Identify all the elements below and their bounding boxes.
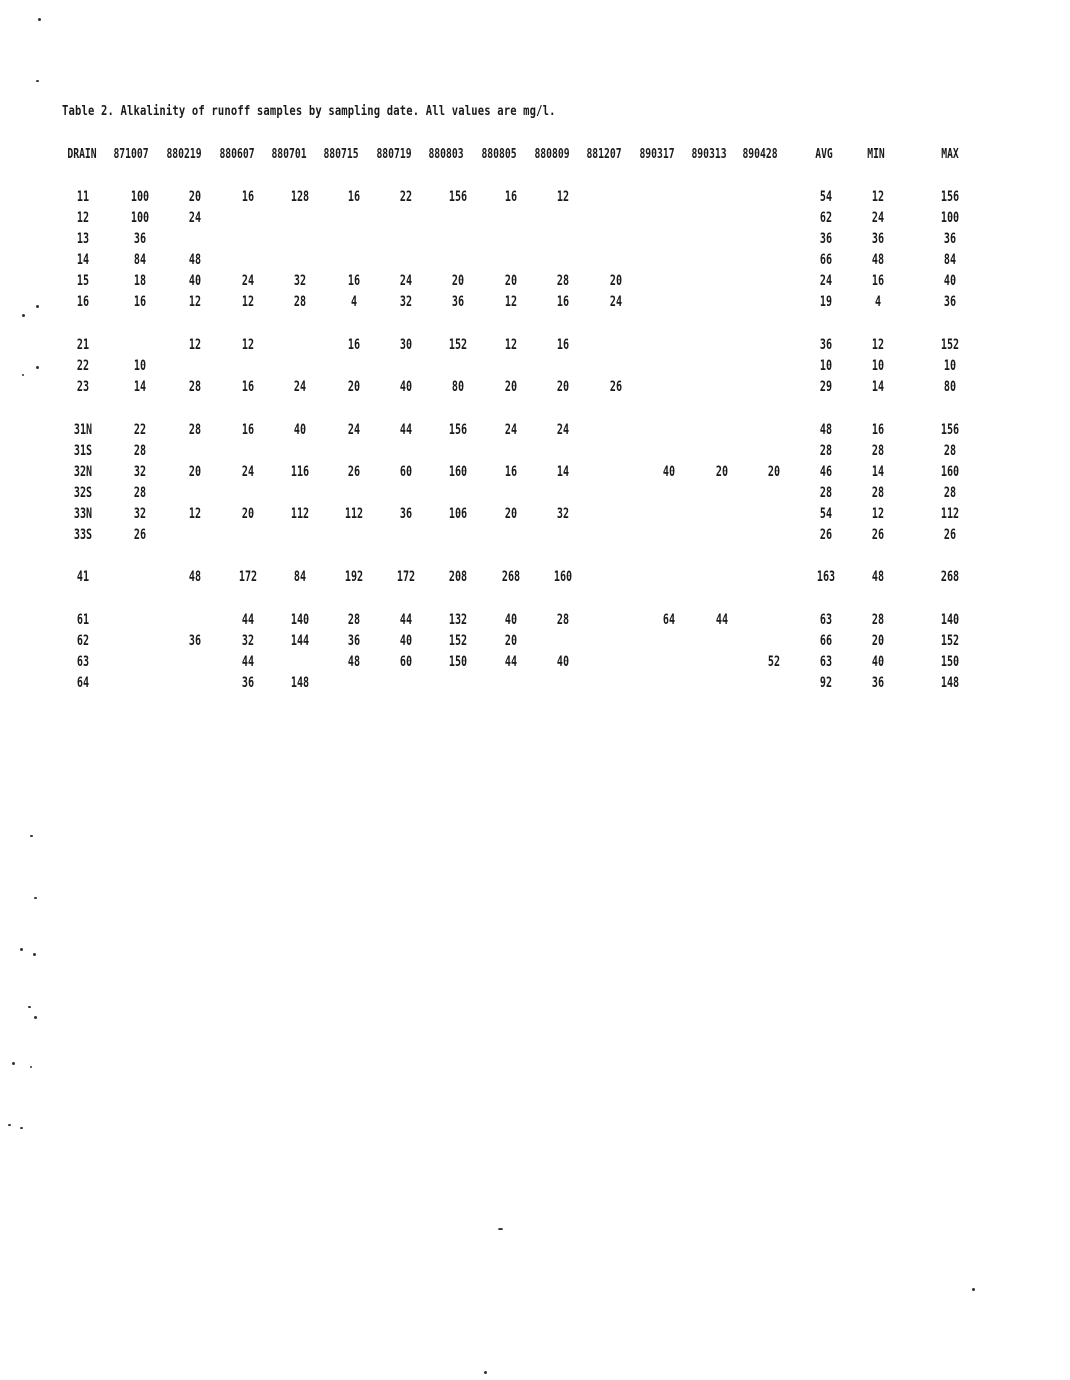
table-cell: 26: [871, 527, 885, 543]
scan-speck: [36, 80, 39, 82]
drain-id-cell: 64: [76, 675, 90, 691]
table-cell: 28: [819, 485, 833, 501]
scan-speck: [20, 948, 23, 951]
table-cell: 24: [399, 273, 413, 289]
table-cell: 16: [347, 337, 361, 353]
drain-id-cell: 62: [76, 633, 90, 649]
table-cell: 36: [819, 337, 833, 353]
table-cell: 20: [504, 273, 518, 289]
table-cell: 44: [241, 612, 255, 628]
table-cell: 160: [448, 464, 468, 480]
table-cell: 48: [819, 422, 833, 438]
table-cell: 36: [871, 231, 885, 247]
scan-speck: [12, 1062, 15, 1065]
table-cell: 20: [188, 189, 202, 205]
column-header-880219: 880219: [166, 146, 202, 162]
table-cell: 36: [133, 231, 147, 247]
table-cell: 40: [399, 633, 413, 649]
table-cell: 16: [871, 422, 885, 438]
column-header-890313: 890313: [691, 146, 727, 162]
table-cell: 36: [451, 294, 465, 310]
drain-id-cell: 11: [76, 189, 90, 205]
column-header-880809: 880809: [534, 146, 570, 162]
table-cell: 60: [399, 464, 413, 480]
table-cell: 12: [871, 506, 885, 522]
table-cell: 20: [504, 379, 518, 395]
table-cell: 160: [553, 569, 573, 585]
table-cell: 52: [767, 654, 781, 670]
drain-id-cell: 12: [76, 210, 90, 226]
table-cell: 66: [819, 252, 833, 268]
table-cell: 16: [504, 464, 518, 480]
table-cell: 4: [874, 294, 882, 310]
column-header-871007: 871007: [113, 146, 149, 162]
table-cell: 16: [504, 189, 518, 205]
drain-id-cell: 32N: [73, 464, 93, 480]
table-cell: 54: [819, 189, 833, 205]
scan-speck: [30, 1066, 32, 1068]
table-cell: 16: [347, 273, 361, 289]
table-cell: 19: [819, 294, 833, 310]
scan-speck: [33, 953, 36, 956]
column-header-890317: 890317: [639, 146, 675, 162]
table-cell: 63: [819, 612, 833, 628]
column-header-max: MAX: [941, 146, 959, 162]
drain-id-cell: 63: [76, 654, 90, 670]
table-cell: 20: [504, 633, 518, 649]
table-cell: 140: [940, 612, 960, 628]
table-cell: 44: [399, 422, 413, 438]
table-cell: 32: [556, 506, 570, 522]
table-cell: 28: [819, 443, 833, 459]
table-cell: 16: [556, 337, 570, 353]
table-cell: 20: [715, 464, 729, 480]
table-cell: 144: [290, 633, 310, 649]
table-cell: 12: [556, 189, 570, 205]
table-cell: 36: [347, 633, 361, 649]
table-cell: 16: [241, 189, 255, 205]
table-cell: 28: [943, 443, 957, 459]
table-cell: 16: [133, 294, 147, 310]
scan-speck: [34, 1016, 37, 1019]
table-cell: 132: [448, 612, 468, 628]
table-cell: 150: [448, 654, 468, 670]
table-cell: 28: [188, 422, 202, 438]
table-cell: 24: [609, 294, 623, 310]
table-cell: 48: [188, 252, 202, 268]
table-cell: 20: [609, 273, 623, 289]
table-cell: 10: [871, 358, 885, 374]
table-cell: 148: [940, 675, 960, 691]
column-header-881207: 881207: [586, 146, 622, 162]
table-cell: 152: [940, 337, 960, 353]
table-cell: 152: [448, 633, 468, 649]
table-cell: 156: [940, 422, 960, 438]
table-cell: 60: [399, 654, 413, 670]
table-cell: 20: [767, 464, 781, 480]
scan-speck: [28, 1006, 31, 1008]
table-cell: 28: [556, 273, 570, 289]
table-cell: 16: [556, 294, 570, 310]
table-cell: 116: [290, 464, 310, 480]
table-cell: 16: [241, 379, 255, 395]
table-cell: 20: [241, 506, 255, 522]
table-cell: 156: [940, 189, 960, 205]
table-cell: 22: [399, 189, 413, 205]
table-cell: 28: [133, 443, 147, 459]
table-cell: 32: [399, 294, 413, 310]
table-cell: 10: [819, 358, 833, 374]
table-cell: 40: [504, 612, 518, 628]
table-cell: 100: [130, 210, 150, 226]
scan-speck: [34, 897, 37, 899]
table-cell: 12: [504, 294, 518, 310]
table-cell: 48: [347, 654, 361, 670]
column-header-880803: 880803: [428, 146, 464, 162]
table-cell: 26: [943, 527, 957, 543]
table-cell: 160: [940, 464, 960, 480]
table-cell: 12: [871, 337, 885, 353]
table-cell: 40: [556, 654, 570, 670]
table-cell: 66: [819, 633, 833, 649]
table-cell: 28: [133, 485, 147, 501]
table-cell: 36: [241, 675, 255, 691]
table-cell: 10: [943, 358, 957, 374]
table-cell: 156: [448, 189, 468, 205]
table-cell: 14: [871, 464, 885, 480]
table-cell: 112: [940, 506, 960, 522]
table-cell: 80: [451, 379, 465, 395]
table-cell: 28: [293, 294, 307, 310]
scan-speck: [484, 1371, 487, 1374]
table-cell: 20: [188, 464, 202, 480]
table-cell: 24: [241, 273, 255, 289]
table-cell: 268: [501, 569, 521, 585]
table-cell: 62: [819, 210, 833, 226]
table-cell: 40: [293, 422, 307, 438]
table-cell: 172: [396, 569, 416, 585]
table-cell: 10: [133, 358, 147, 374]
drain-id-cell: 31S: [73, 443, 93, 459]
table-cell: 24: [819, 273, 833, 289]
scan-speck: [22, 374, 24, 376]
table-cell: 80: [943, 379, 957, 395]
table-cell: 54: [819, 506, 833, 522]
table-cell: 20: [347, 379, 361, 395]
table-cell: 28: [347, 612, 361, 628]
table-cell: 44: [241, 654, 255, 670]
table-cell: 148: [290, 675, 310, 691]
table-cell: 36: [943, 294, 957, 310]
table-cell: 92: [819, 675, 833, 691]
table-cell: 152: [940, 633, 960, 649]
table-cell: 26: [609, 379, 623, 395]
table-cell: 28: [188, 379, 202, 395]
table-cell: 40: [399, 379, 413, 395]
table-cell: 100: [130, 189, 150, 205]
table-cell: 172: [238, 569, 258, 585]
table-cell: 44: [399, 612, 413, 628]
table-cell: 36: [871, 675, 885, 691]
table-cell: 12: [504, 337, 518, 353]
table-cell: 84: [943, 252, 957, 268]
column-header-890428: 890428: [742, 146, 778, 162]
table-cell: 24: [347, 422, 361, 438]
table-cell: 16: [871, 273, 885, 289]
drain-id-cell: 13: [76, 231, 90, 247]
table-cell: 28: [556, 612, 570, 628]
table-cell: 28: [943, 485, 957, 501]
drain-id-cell: 21: [76, 337, 90, 353]
table-cell: 16: [241, 422, 255, 438]
table-cell: 32: [133, 464, 147, 480]
table-cell: 30: [399, 337, 413, 353]
drain-id-cell: 22: [76, 358, 90, 374]
table-cell: 84: [133, 252, 147, 268]
table-cell: 26: [133, 527, 147, 543]
table-cell: 28: [871, 443, 885, 459]
scan-speck: [36, 305, 39, 308]
column-header-880719: 880719: [376, 146, 412, 162]
table-cell: 112: [344, 506, 364, 522]
table-cell: 40: [943, 273, 957, 289]
table-cell: 14: [133, 379, 147, 395]
table-cell: 29: [819, 379, 833, 395]
table-cell: 32: [133, 506, 147, 522]
table-cell: 163: [816, 569, 836, 585]
scan-speck: [972, 1288, 975, 1291]
table-cell: 22: [133, 422, 147, 438]
table-cell: 40: [662, 464, 676, 480]
table-cell: 26: [347, 464, 361, 480]
drain-id-cell: 14: [76, 252, 90, 268]
table-cell: 12: [188, 506, 202, 522]
drain-id-cell: 32S: [73, 485, 93, 501]
drain-id-cell: 31N: [73, 422, 93, 438]
table-cell: 20: [871, 633, 885, 649]
table-cell: 20: [504, 506, 518, 522]
table-caption: Table 2. Alkalinity of runoff samples by sampling date. All values are mg/l.: [62, 103, 556, 119]
drain-id-cell: 16: [76, 294, 90, 310]
drain-id-cell: 41: [76, 569, 90, 585]
drain-id-cell: 61: [76, 612, 90, 628]
column-header-880607: 880607: [219, 146, 255, 162]
table-cell: 32: [241, 633, 255, 649]
table-cell: 36: [188, 633, 202, 649]
table-cell: 140: [290, 612, 310, 628]
column-header-avg: AVG: [815, 146, 833, 162]
drain-id-cell: 33N: [73, 506, 93, 522]
table-cell: 24: [188, 210, 202, 226]
table-cell: 192: [344, 569, 364, 585]
column-header-880715: 880715: [323, 146, 359, 162]
scan-speck: [8, 1124, 11, 1126]
scan-speck: [30, 835, 33, 837]
table-cell: 20: [556, 379, 570, 395]
table-cell: 208: [448, 569, 468, 585]
table-cell: 156: [448, 422, 468, 438]
table-cell: 36: [399, 506, 413, 522]
table-cell: 48: [188, 569, 202, 585]
table-cell: 100: [940, 210, 960, 226]
table-cell: 36: [819, 231, 833, 247]
table-cell: 268: [940, 569, 960, 585]
column-header-880701: 880701: [271, 146, 307, 162]
table-cell: 24: [556, 422, 570, 438]
table-cell: 128: [290, 189, 310, 205]
table-cell: 12: [188, 294, 202, 310]
column-header-min: MIN: [867, 146, 885, 162]
table-cell: 14: [556, 464, 570, 480]
drain-id-cell: 23: [76, 379, 90, 395]
table-cell: 84: [293, 569, 307, 585]
table-cell: 28: [871, 612, 885, 628]
column-header-880805: 880805: [481, 146, 517, 162]
column-header-drain: DRAIN: [67, 146, 97, 162]
scan-speck: [20, 1127, 23, 1129]
table-cell: 44: [504, 654, 518, 670]
scan-speck: [38, 18, 41, 21]
table-cell: 26: [819, 527, 833, 543]
table-cell: 24: [871, 210, 885, 226]
table-cell: 28: [871, 485, 885, 501]
table-cell: 14: [871, 379, 885, 395]
scan-speck: [22, 314, 25, 317]
drain-id-cell: 15: [76, 273, 90, 289]
table-cell: 150: [940, 654, 960, 670]
table-cell: 12: [871, 189, 885, 205]
table-cell: 24: [293, 379, 307, 395]
scan-speck: [498, 1228, 503, 1230]
table-cell: 46: [819, 464, 833, 480]
table-cell: 112: [290, 506, 310, 522]
table-cell: 64: [662, 612, 676, 628]
table-cell: 106: [448, 506, 468, 522]
table-cell: 24: [504, 422, 518, 438]
drain-id-cell: 33S: [73, 527, 93, 543]
table-cell: 48: [871, 252, 885, 268]
table-cell: 18: [133, 273, 147, 289]
table-cell: 24: [241, 464, 255, 480]
table-cell: 152: [448, 337, 468, 353]
table-cell: 12: [188, 337, 202, 353]
table-cell: 63: [819, 654, 833, 670]
table-cell: 44: [715, 612, 729, 628]
table-cell: 12: [241, 294, 255, 310]
table-cell: 40: [871, 654, 885, 670]
table-cell: 32: [293, 273, 307, 289]
table-cell: 20: [451, 273, 465, 289]
scan-speck: [36, 366, 39, 369]
table-cell: 36: [943, 231, 957, 247]
table-cell: 4: [350, 294, 358, 310]
table-cell: 48: [871, 569, 885, 585]
table-cell: 40: [188, 273, 202, 289]
table-cell: 16: [347, 189, 361, 205]
table-cell: 12: [241, 337, 255, 353]
